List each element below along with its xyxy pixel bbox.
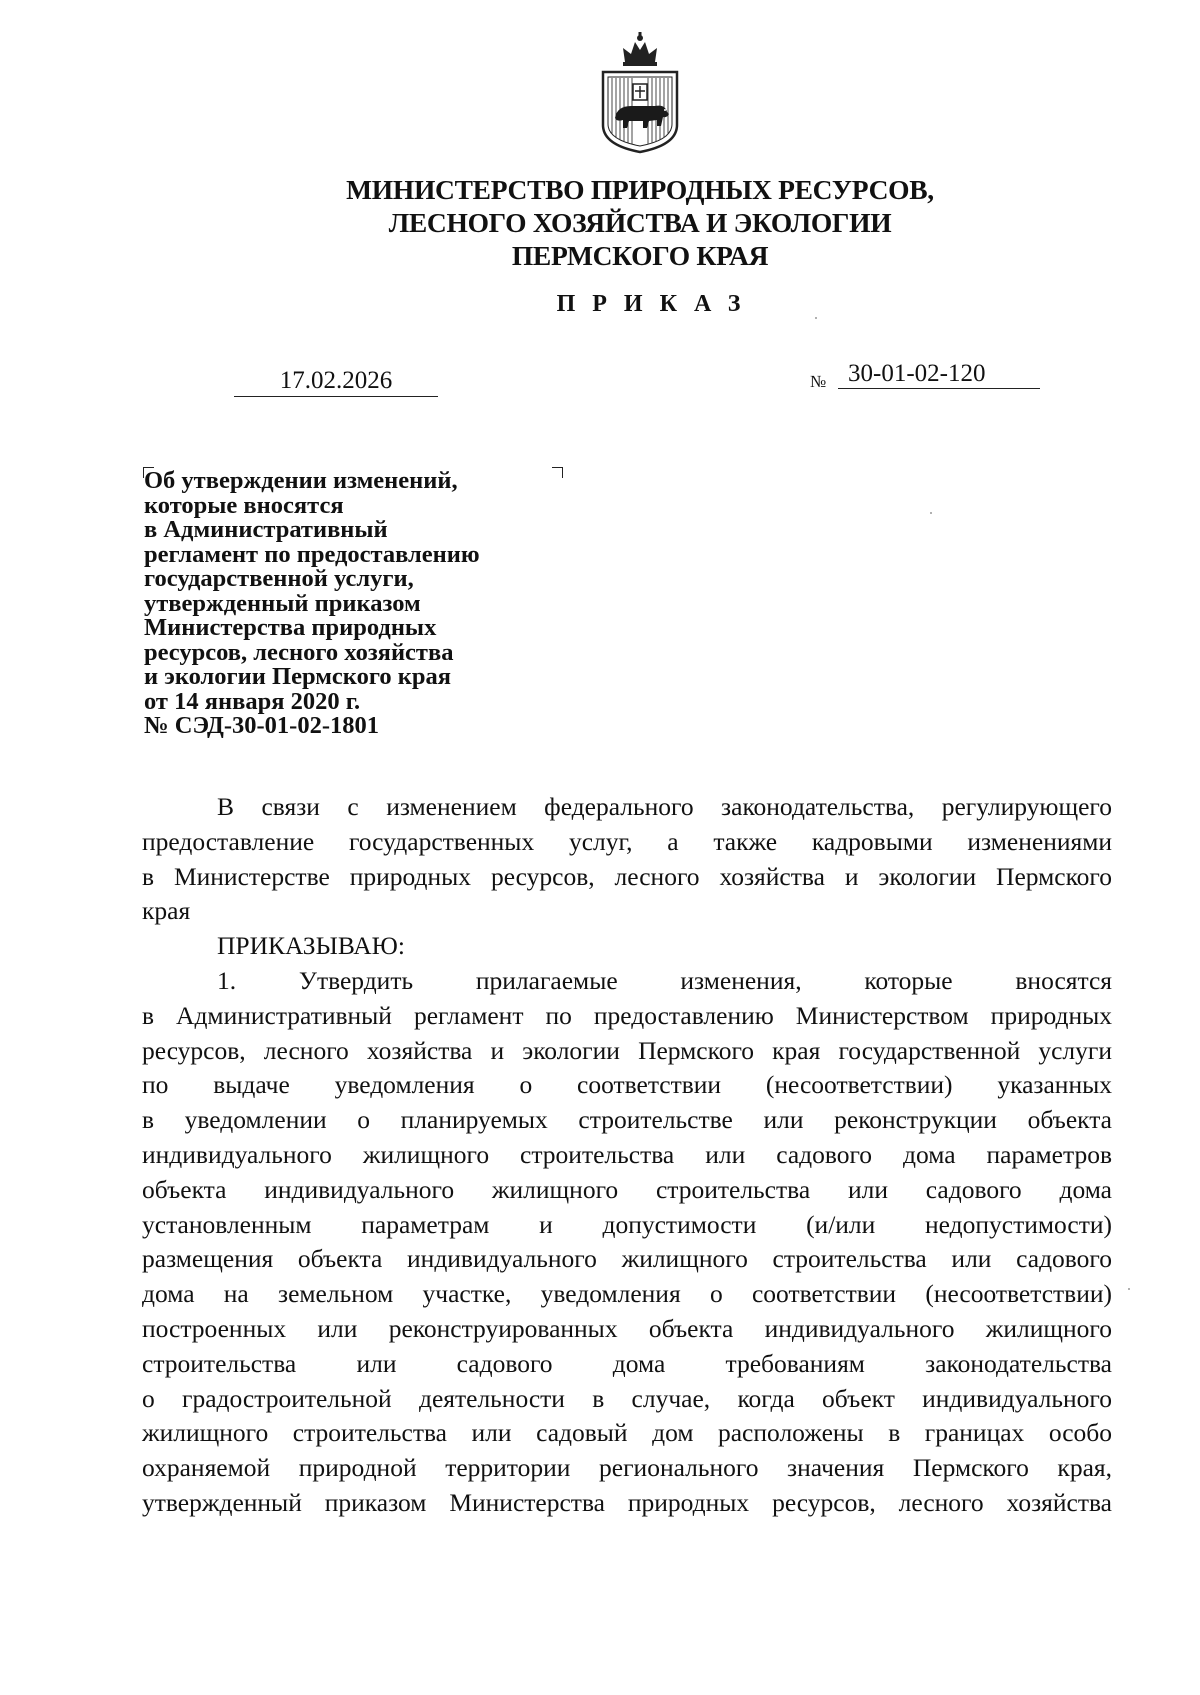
body-line: построенных или реконструированных объекта индивидуального жилищного	[142, 1313, 1112, 1343]
body-line: размещения объекта индивидуального жилищного строительства или садового	[142, 1244, 1112, 1274]
body-line: в уведомлении о планируемых строительстве или реконструкции объекта	[142, 1105, 1112, 1135]
body-line: о градостроительной деятельности в случае, когда объект индивидуального	[142, 1383, 1112, 1413]
body-line: в Административный регламент по предоставлению Министерством природных	[142, 1000, 1112, 1030]
order-subject	[144, 469, 564, 739]
body-line: объекта индивидуального жилищного строительства или садового дома	[142, 1174, 1112, 1204]
ministry-name	[200, 173, 1080, 272]
body-line: по выдаче уведомления о соответствии (несоответствии) указанных	[142, 1070, 1112, 1100]
body-line: охраняемой природной территории регионального значения Пермского края,	[142, 1453, 1112, 1483]
order-body	[142, 790, 1112, 1521]
body-line: индивидуального жилищного строительства или садового дома параметров	[142, 1139, 1112, 1169]
subject-line: и экологии Пермского края	[144, 663, 451, 690]
scan-speck	[930, 512, 932, 514]
subject-line: государственной услуги,	[144, 565, 414, 592]
order-directive: ПРИКАЗЫВАЮ:	[217, 931, 405, 961]
ministry-name-line: ПЕРМСКОГО КРАЯ	[511, 240, 769, 271]
subject-line: которые вносятся	[144, 491, 344, 519]
body-line: 1. Утвердить прилагаемые изменения, которые вносятся	[217, 965, 1112, 995]
order-date: 17.02.2026	[234, 368, 438, 397]
subject-line: в Административный	[144, 516, 388, 543]
scan-speck	[815, 317, 817, 319]
subject-line: ресурсов, лесного хозяйства	[144, 638, 454, 666]
body-line: предоставление государственных услуг, а также кадровыми изменениями	[142, 826, 1112, 856]
ministry-name-line: ЛЕСНОГО ХОЗЯЙСТВА И ЭКОЛОГИИ	[388, 207, 892, 238]
body-line: установленным параметрам и допустимости (и/или недопустимости)	[142, 1209, 1112, 1239]
body-line: ресурсов, лесного хозяйства и экологии Пермского края государственной услуги	[142, 1035, 1112, 1065]
order-number-label: №	[810, 372, 827, 391]
body-line: края	[142, 896, 191, 926]
order-number: 30-01-02-120	[838, 361, 1040, 389]
body-line: В связи с изменением федерального законодательства, регулирующего	[217, 792, 1112, 821]
subject-line: № СЭД-30-01-02-1801	[144, 712, 379, 739]
scan-speck	[1128, 1288, 1130, 1290]
order-title: ПРИКАЗ	[556, 291, 758, 317]
body-line: в Министерстве природных ресурсов, лесного хозяйства и экологии Пермского	[142, 861, 1112, 891]
subject-line: утвержденный приказом	[144, 589, 421, 617]
body-line: дома на земельном участке, уведомления о соответствии (несоответствии)	[142, 1279, 1112, 1309]
body-line: утвержденный приказом Министерства природных ресурсов, лесного хозяйства	[142, 1487, 1112, 1517]
body-line: строительства или садового дома требованиям законодательства	[142, 1348, 1112, 1378]
ministry-name-line: МИНИСТЕРСТВО ПРИРОДНЫХ РЕСУРСОВ,	[346, 174, 934, 205]
coat-of-arms-icon	[595, 30, 685, 155]
subject-line: Об утверждении изменений,	[144, 467, 458, 494]
subject-line: регламент по предоставлению	[144, 540, 480, 568]
body-line: жилищного строительства или садовый дом расположены в границах особо	[142, 1418, 1112, 1448]
subject-line: Министерства природных	[144, 614, 437, 641]
subject-line: от 14 января 2020 г.	[144, 687, 361, 715]
